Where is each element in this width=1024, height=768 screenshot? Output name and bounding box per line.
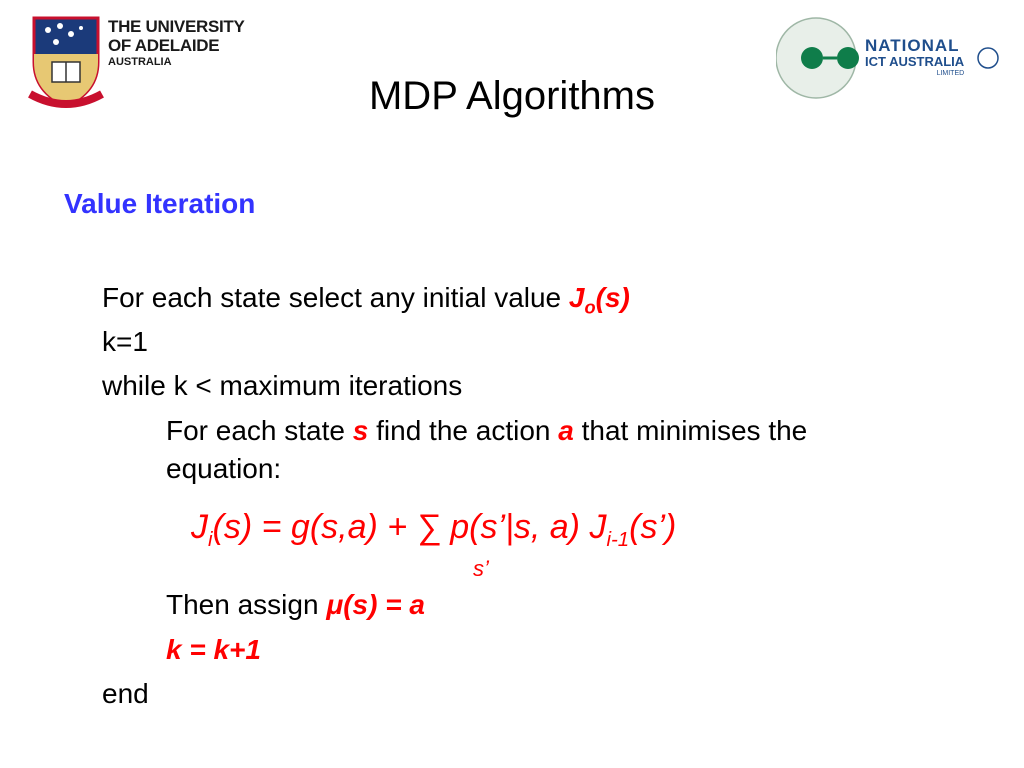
adelaide-line3: AUSTRALIA: [108, 56, 172, 68]
init-text: For each state select any initial value: [102, 282, 569, 313]
nicta-line3: LIMITED: [936, 70, 965, 77]
nicta-line2: ICT AUSTRALIA: [865, 54, 965, 69]
adelaide-line1: THE UNIVERSITY: [108, 17, 245, 36]
foreach-line: [166, 414, 807, 448]
nicta-wordmark: [865, 37, 964, 78]
bellman-formula: [191, 508, 676, 552]
then-line: [166, 588, 425, 622]
init-J-sub: o: [584, 297, 596, 318]
foreach-text-c: that minimises the: [573, 415, 808, 446]
then-text: Then assign: [166, 589, 327, 620]
while-line: while k < maximum iterations: [102, 370, 463, 401]
k-init-line: k=1: [102, 326, 148, 357]
foreach-s: s: [352, 415, 369, 446]
init-J: J: [568, 282, 585, 313]
sum-subscript: s’: [473, 556, 489, 581]
adelaide-wordmark: [108, 17, 245, 69]
foreach-text-a: For each state: [166, 415, 353, 446]
foreach-text-b: find the action: [368, 415, 559, 446]
formula-sub-im1: i-1: [606, 528, 630, 551]
nicta-line1: NATIONAL: [865, 36, 960, 55]
equation-label: equation:: [166, 453, 282, 484]
formula-body: (s) = g(s,a) + ∑ p(s’|s, a) J: [212, 508, 607, 546]
section-heading: Value Iteration: [64, 188, 256, 219]
init-line: [102, 281, 630, 325]
foreach-a: a: [558, 415, 574, 446]
adelaide-line2: OF ADELAIDE: [108, 36, 220, 55]
end-line: end: [102, 678, 149, 709]
slide-title: MDP Algorithms: [368, 74, 655, 118]
then-expr: μ(s) = a: [326, 589, 425, 620]
formula-sub-i: i: [208, 528, 213, 551]
formula-J: J: [191, 508, 208, 546]
formula-tail: (s’): [629, 508, 677, 546]
k-increment-line: k = k+1: [166, 634, 261, 665]
init-J-arg: (s): [595, 282, 630, 313]
